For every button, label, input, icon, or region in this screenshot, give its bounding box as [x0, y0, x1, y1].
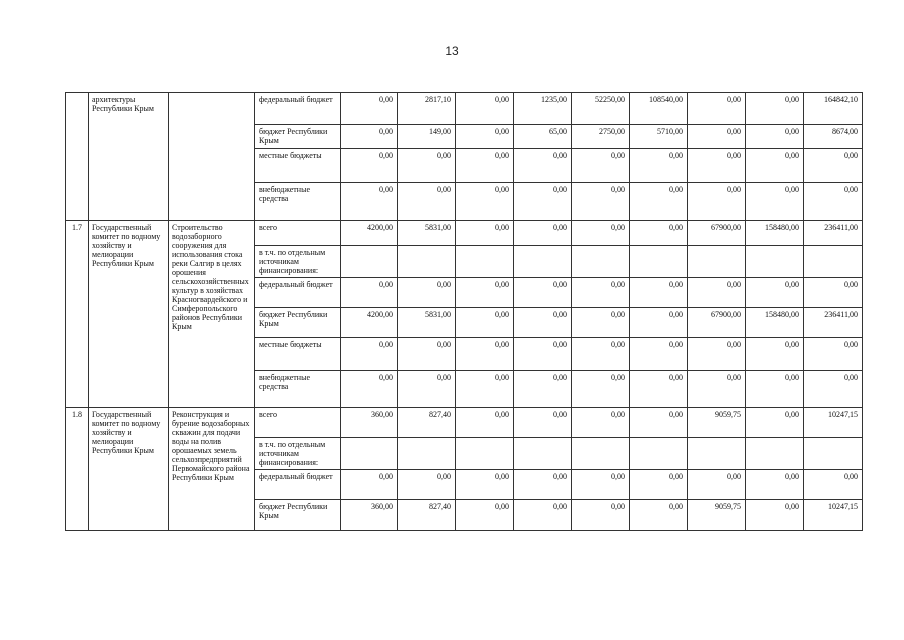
- funding-source-cell: бюджет Республики Крым: [255, 125, 341, 149]
- amount-cell: 8674,00: [804, 125, 863, 149]
- amount-cell: 2750,00: [572, 125, 630, 149]
- amount-cell: [572, 438, 630, 470]
- amount-cell: 158480,00: [746, 308, 804, 338]
- amount-cell: 0,00: [630, 408, 688, 438]
- amount-cell: 0,00: [630, 308, 688, 338]
- amount-cell: [630, 246, 688, 278]
- amount-cell: 0,00: [804, 470, 863, 500]
- amount-cell: 360,00: [341, 500, 398, 531]
- executor-cell: Государственный комитет по водному хозяйству и мелиорации Республики Крым: [89, 408, 169, 531]
- amount-cell: [341, 246, 398, 278]
- amount-cell: [341, 438, 398, 470]
- row-index: 1.7: [66, 221, 89, 408]
- amount-cell: [514, 438, 572, 470]
- funding-source-cell: бюджет Республики Крым: [255, 308, 341, 338]
- amount-cell: 0,00: [456, 408, 514, 438]
- amount-cell: 827,40: [398, 408, 456, 438]
- amount-cell: 0,00: [514, 308, 572, 338]
- amount-cell: 0,00: [341, 149, 398, 183]
- funding-source-cell: федеральный бюджет: [255, 470, 341, 500]
- amount-cell: 0,00: [341, 278, 398, 308]
- amount-cell: 0,00: [630, 338, 688, 371]
- funding-source-cell: внебюджетные средства: [255, 183, 341, 221]
- row-index: [66, 93, 89, 221]
- amount-cell: 0,00: [688, 338, 746, 371]
- row-index: 1.8: [66, 408, 89, 531]
- amount-cell: 0,00: [688, 183, 746, 221]
- amount-cell: 0,00: [398, 278, 456, 308]
- amount-cell: 0,00: [572, 470, 630, 500]
- amount-cell: 0,00: [630, 500, 688, 531]
- funding-table-body: [66, 93, 863, 531]
- funding-source-cell: местные бюджеты: [255, 338, 341, 371]
- amount-cell: 158480,00: [746, 221, 804, 246]
- amount-cell: 0,00: [514, 371, 572, 408]
- amount-cell: 0,00: [341, 470, 398, 500]
- amount-cell: 52250,00: [572, 93, 630, 125]
- amount-cell: 0,00: [456, 278, 514, 308]
- amount-cell: 108540,00: [630, 93, 688, 125]
- amount-cell: [514, 246, 572, 278]
- amount-cell: 0,00: [746, 183, 804, 221]
- amount-cell: 10247,15: [804, 500, 863, 531]
- amount-cell: 0,00: [804, 278, 863, 308]
- amount-cell: 1235,00: [514, 93, 572, 125]
- amount-cell: [688, 246, 746, 278]
- amount-cell: 0,00: [572, 338, 630, 371]
- amount-cell: 0,00: [746, 125, 804, 149]
- amount-cell: 0,00: [746, 93, 804, 125]
- funding-source-cell: в т.ч. по отдельным источникам финансирования:: [255, 438, 341, 470]
- amount-cell: 0,00: [456, 470, 514, 500]
- amount-cell: 0,00: [456, 371, 514, 408]
- amount-cell: [804, 438, 863, 470]
- funding-source-cell: бюджет Республики Крым: [255, 500, 341, 531]
- amount-cell: [688, 438, 746, 470]
- amount-cell: 0,00: [688, 125, 746, 149]
- funding-table: [65, 92, 863, 531]
- table-row: [66, 221, 863, 246]
- amount-cell: 0,00: [746, 338, 804, 371]
- amount-cell: 65,00: [514, 125, 572, 149]
- amount-cell: 9059,75: [688, 500, 746, 531]
- amount-cell: 0,00: [804, 338, 863, 371]
- amount-cell: 0,00: [456, 308, 514, 338]
- amount-cell: 0,00: [630, 149, 688, 183]
- amount-cell: 0,00: [630, 221, 688, 246]
- amount-cell: 0,00: [398, 470, 456, 500]
- amount-cell: 0,00: [804, 149, 863, 183]
- executor-cell: Государственный комитет по водному хозяйству и мелиорации Республики Крым: [89, 221, 169, 408]
- amount-cell: 0,00: [341, 371, 398, 408]
- amount-cell: 2817,10: [398, 93, 456, 125]
- amount-cell: 0,00: [514, 221, 572, 246]
- amount-cell: 0,00: [572, 278, 630, 308]
- amount-cell: 10247,15: [804, 408, 863, 438]
- amount-cell: [746, 438, 804, 470]
- amount-cell: 360,00: [341, 408, 398, 438]
- amount-cell: 0,00: [572, 500, 630, 531]
- amount-cell: 0,00: [572, 371, 630, 408]
- amount-cell: 0,00: [514, 149, 572, 183]
- amount-cell: 5710,00: [630, 125, 688, 149]
- amount-cell: 0,00: [341, 125, 398, 149]
- amount-cell: 164842,10: [804, 93, 863, 125]
- amount-cell: 0,00: [398, 338, 456, 371]
- amount-cell: 5831,00: [398, 221, 456, 246]
- amount-cell: 0,00: [688, 278, 746, 308]
- amount-cell: 0,00: [688, 371, 746, 408]
- funding-source-cell: всего: [255, 408, 341, 438]
- amount-cell: 236411,00: [804, 308, 863, 338]
- amount-cell: 0,00: [514, 278, 572, 308]
- amount-cell: 149,00: [398, 125, 456, 149]
- amount-cell: 9059,75: [688, 408, 746, 438]
- amount-cell: 0,00: [572, 221, 630, 246]
- amount-cell: 0,00: [804, 183, 863, 221]
- amount-cell: 4200,00: [341, 221, 398, 246]
- amount-cell: 0,00: [630, 470, 688, 500]
- amount-cell: 0,00: [688, 149, 746, 183]
- amount-cell: 4200,00: [341, 308, 398, 338]
- measure-cell: Строительство водозаборного сооружения для использования стока реки Салгир в целях орошения сельскохозяйственных культур в хозяйствах Красногвардейского и Симферопольского районов Республики Крым: [169, 221, 255, 408]
- amount-cell: 0,00: [456, 93, 514, 125]
- amount-cell: [398, 246, 456, 278]
- amount-cell: 0,00: [630, 371, 688, 408]
- amount-cell: 0,00: [630, 183, 688, 221]
- amount-cell: 5831,00: [398, 308, 456, 338]
- amount-cell: 0,00: [746, 371, 804, 408]
- amount-cell: 0,00: [398, 149, 456, 183]
- amount-cell: [456, 438, 514, 470]
- amount-cell: 0,00: [688, 470, 746, 500]
- amount-cell: 0,00: [341, 338, 398, 371]
- amount-cell: 0,00: [746, 500, 804, 531]
- amount-cell: 0,00: [514, 500, 572, 531]
- table-row: [66, 93, 863, 125]
- amount-cell: 0,00: [456, 149, 514, 183]
- table-row: [66, 408, 863, 438]
- amount-cell: 0,00: [746, 408, 804, 438]
- amount-cell: 0,00: [456, 221, 514, 246]
- amount-cell: 0,00: [688, 93, 746, 125]
- amount-cell: 0,00: [746, 278, 804, 308]
- amount-cell: 0,00: [746, 470, 804, 500]
- amount-cell: [572, 246, 630, 278]
- measure-cell: [169, 93, 255, 221]
- amount-cell: [398, 438, 456, 470]
- measure-cell: Реконструкция и бурение водозаборных скважин для подачи воды на полив орошаемых земель сельхозпредприятий Первомайского района Республики Крым: [169, 408, 255, 531]
- amount-cell: [456, 246, 514, 278]
- amount-cell: 0,00: [456, 183, 514, 221]
- amount-cell: 67900,00: [688, 308, 746, 338]
- amount-cell: 0,00: [804, 371, 863, 408]
- amount-cell: [630, 438, 688, 470]
- funding-source-cell: всего: [255, 221, 341, 246]
- amount-cell: 67900,00: [688, 221, 746, 246]
- amount-cell: 0,00: [572, 183, 630, 221]
- amount-cell: 0,00: [514, 338, 572, 371]
- amount-cell: 0,00: [630, 278, 688, 308]
- amount-cell: 0,00: [398, 183, 456, 221]
- amount-cell: 0,00: [456, 500, 514, 531]
- amount-cell: 0,00: [514, 470, 572, 500]
- funding-source-cell: местные бюджеты: [255, 149, 341, 183]
- executor-cell: архитектуры Республики Крым: [89, 93, 169, 221]
- amount-cell: 0,00: [572, 408, 630, 438]
- amount-cell: 0,00: [456, 338, 514, 371]
- amount-cell: 0,00: [398, 371, 456, 408]
- amount-cell: 0,00: [514, 183, 572, 221]
- amount-cell: 0,00: [456, 125, 514, 149]
- funding-source-cell: федеральный бюджет: [255, 278, 341, 308]
- funding-source-cell: внебюджетные средства: [255, 371, 341, 408]
- page-number: 13: [445, 44, 459, 58]
- amount-cell: 827,40: [398, 500, 456, 531]
- funding-source-cell: федеральный бюджет: [255, 93, 341, 125]
- amount-cell: 0,00: [514, 408, 572, 438]
- amount-cell: 0,00: [746, 149, 804, 183]
- funding-source-cell: в т.ч. по отдельным источникам финансирования:: [255, 246, 341, 278]
- amount-cell: 0,00: [572, 149, 630, 183]
- amount-cell: 0,00: [572, 308, 630, 338]
- amount-cell: [746, 246, 804, 278]
- amount-cell: [804, 246, 863, 278]
- amount-cell: 236411,00: [804, 221, 863, 246]
- amount-cell: 0,00: [341, 93, 398, 125]
- amount-cell: 0,00: [341, 183, 398, 221]
